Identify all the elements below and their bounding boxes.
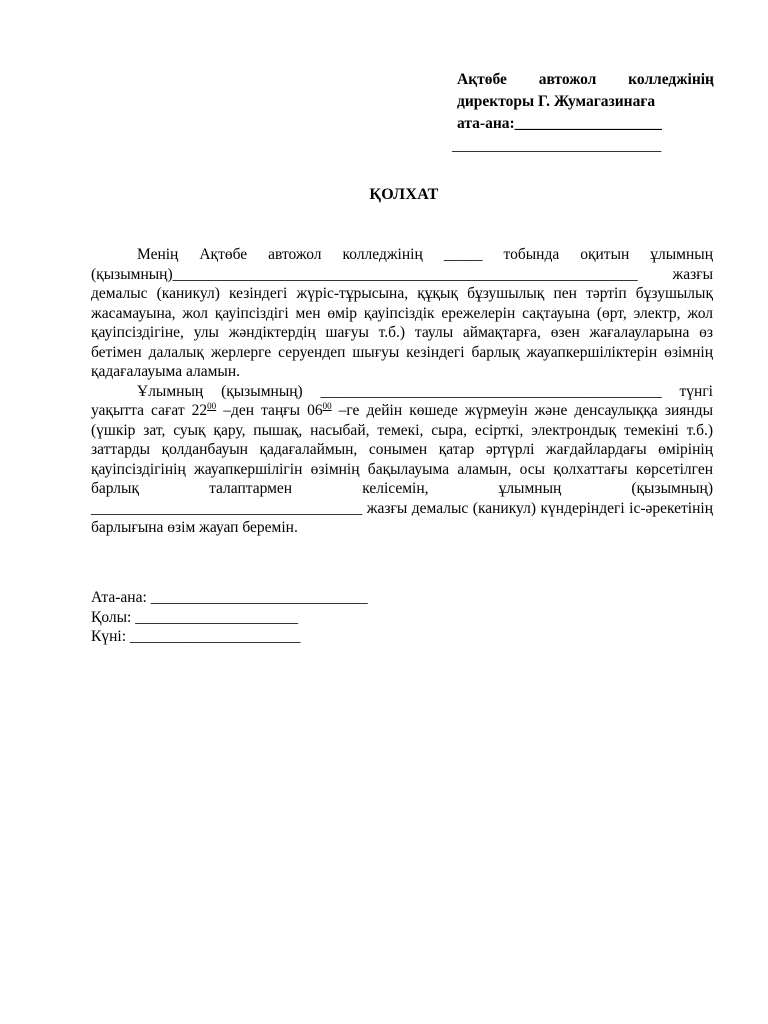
time-superscript-22: 00 <box>207 401 217 411</box>
paragraph-curfew <box>91 382 713 538</box>
paragraph1-text: Менің Ақтөбе автожол колледжінің _____ тобында оқитын ұлымның (қызымның) <box>91 246 713 283</box>
addressee-block <box>452 69 714 157</box>
paragraph-responsibility <box>91 245 713 382</box>
signature-date-line: Күні: ______________________ <box>91 628 301 645</box>
addressee-parent: ата-ана:___________________ <box>457 115 662 132</box>
document-title: ҚОЛХАТ <box>369 186 439 203</box>
paragraph1-name-blank: ____________________________________________________________ <box>172 265 638 283</box>
signature-parent-line: Ата-ана: ____________________________ <box>91 589 368 606</box>
paragraph2-text: Ұлымның (қызымның) ____________________________________________ түнгі уақытта сағат 22 <box>91 382 713 419</box>
addressee-college: Ақтөбе автожол колледжінің <box>457 71 714 88</box>
paragraph1-text-cont: жазғы демалыс (каникул) кезіндегі жүріс-тұрысына, құқық бұзушылық пен тәртіп бұзушылық жасамауына, жол қауіпсіздігі мен өмір қауіпсіздік ережелерін сақтауына (өрт, электр, жол қауіпсіздігіне, улы жәндіктердің шағуы т.б.) таулы аймақтарға, өзен жағалауларына өз бетімен далалық жерлерге серуендеп шығуы кезіндегі барлық жауапкершіліктерін өзімнің қадағалауыма аламын. <box>91 265 713 380</box>
document-body <box>91 245 713 538</box>
paragraph2-text-mid: –ден таңғы 06 <box>216 402 323 419</box>
paragraph2-text-end: –ге дейін көшеде жүрмеуін және денсаулыққа зиянды (үшкір зат, суық қару, пышақ, насыбай, темекі, сыра, есірткі, электрондық темекіні т.б.) заттарды қолданбауын қадағалаймын, сонымен қатар әртүрлі жағдайлардағы өмірінің қауіпсіздігінің жауапкершілігін өзімнің бақылауыма аламын, осы қолхаттағы көрсетілген барлық талаптармен келісемін, ұлымның (қызымның) ___________________________________ жазғы демалыс (каникул) күндеріндегі іс-әрекетінің барлығына өзім жауап беремін. <box>91 402 713 536</box>
addressee-director: директоры Г. Жумагазинаға <box>457 93 656 110</box>
addressee-blank-line: ___________________________ <box>452 137 662 154</box>
time-superscript-06: 00 <box>322 401 332 411</box>
signature-sign-line: Қолы: _____________________ <box>91 608 298 626</box>
signature-block <box>91 588 368 647</box>
